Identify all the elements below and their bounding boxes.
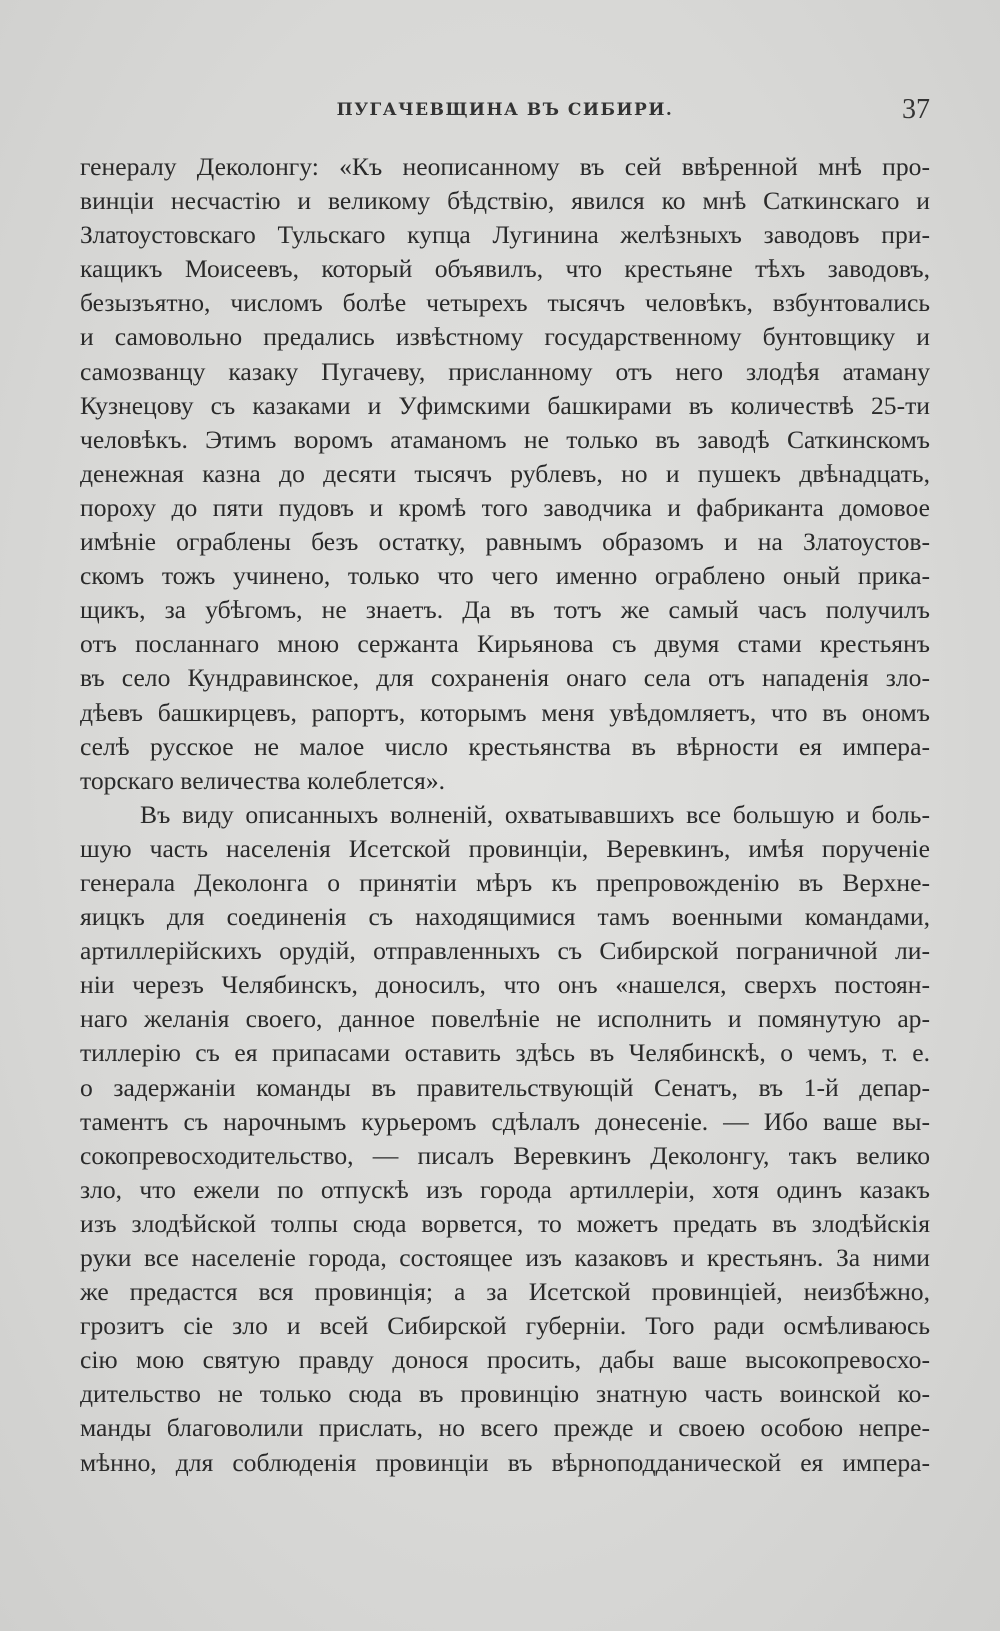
text-line: человѣкъ. Этимъ воромъ атаманомъ не только въ заводѣ Саткинскомъ xyxy=(80,424,930,454)
text-line: денежная казна до десяти тысячъ рублевъ, но и пушекъ двѣнадцать, xyxy=(80,458,930,488)
text-line: сію мою святую правду донося просить, дабы ваше высокопревосхо- xyxy=(80,1345,930,1375)
text-line: пороху до пяти пудовъ и кромѣ того заводчика и фабриканта домовое xyxy=(80,492,930,522)
text-line: тиллерію съ ея припасами оставить здѣсь въ Челябинскѣ, о чемъ, т. е. xyxy=(80,1038,930,1068)
text-line: Кузнецову съ казаками и Уфимскими башкирами въ количествѣ 25-ти xyxy=(80,390,930,420)
text-line: мѣнно, для соблюденія провинціи въ вѣрноподданической ея импера- xyxy=(80,1447,930,1477)
text-line: безызъятно, числомъ болѣе четырехъ тысячъ человѣкъ, взбунтовались xyxy=(80,288,930,318)
text-body xyxy=(80,150,930,1480)
text-line: изъ злодѣйской толпы сюда ворвется, то можетъ предать въ злодѣйскія xyxy=(80,1208,930,1238)
text-line: щикъ, за убѣгомъ, не знаетъ. Да въ тотъ же самый часъ получилъ xyxy=(80,595,930,625)
text-line: генерала Деколонга о принятіи мѣръ къ препровожденію въ Верхне- xyxy=(80,867,930,897)
text-line: таментъ съ нарочнымъ курьеромъ сдѣлалъ донесеніе. — Ибо ваше вы- xyxy=(80,1106,930,1136)
text-line: зло, что ежели по отпускѣ изъ города артиллеріи, хотя одинъ казакъ xyxy=(80,1174,930,1204)
text-line: ніи черезъ Челябинскъ, доносилъ, что онъ «нашелся, сверхъ постоян- xyxy=(80,970,930,1000)
text-line: торскаго величества колеблется». xyxy=(80,765,446,795)
text-line: скомъ тожъ учинено, только что чего именно ограблено оный прика- xyxy=(80,561,930,591)
text-line: и самовольно предались извѣстному государственному бунтовщику и xyxy=(80,322,930,352)
text-line: наго желанія своего, данное повелѣніе не исполнить и помянутую ар- xyxy=(80,1004,930,1034)
text-line: генералу Деколонгу: «Къ неописанному въ сей ввѣренной мнѣ про- xyxy=(80,152,930,181)
running-head xyxy=(80,94,930,130)
text-line: яицкъ для соединенія съ находящимися тамъ военными командами, xyxy=(80,902,930,932)
text-line: же предастся вся провинція; а за Исетской провинціей, неизбѣжно, xyxy=(80,1277,930,1307)
text-line: Златоустовскаго Тульскаго купца Лугинина желѣзныхъ заводовъ при- xyxy=(80,220,930,250)
text-line: имѣніе ограблены безъ остатку, равнымъ образомъ и на Златоустов- xyxy=(80,527,930,557)
text-line: Въ виду описанныхъ волненій, охватывавшихъ все большую и боль- xyxy=(140,799,930,829)
text-line: руки все населеніе города, состоящее изъ казаковъ и крестьянъ. За ними xyxy=(80,1243,930,1272)
text-line: шую часть населенія Исетской провинціи, Веревкинъ, имѣя порученіе xyxy=(80,833,930,863)
text-line: манды благоволили прислать, но всего прежде и своею особою непре- xyxy=(80,1413,930,1443)
paragraph-2 xyxy=(80,798,930,1480)
text-line: артиллерійскихъ орудій, отправленныхъ съ Сибирской пограничной ли- xyxy=(80,936,930,966)
paragraph-1 xyxy=(80,150,930,798)
text-line: селѣ русское не малое число крестьянства въ вѣрности ея импера- xyxy=(80,731,930,761)
page-number: 37 xyxy=(902,94,930,125)
text-line: винціи несчастію и великому бѣдствію, явился ко мнѣ Саткинскаго и xyxy=(80,186,930,216)
text-line: отъ посланнаго мною сержанта Кирьянова съ двумя стами крестьянъ xyxy=(80,629,930,659)
text-line: кащикъ Моисеевъ, который объявилъ, что крестьяне тѣхъ заводовъ, xyxy=(80,254,930,284)
running-title: ПУГАЧЕВЩИНА ВЪ СИБИРИ. xyxy=(336,100,674,120)
text-line: о задержаніи команды въ правительствующій Сенатъ, въ 1-й депар- xyxy=(80,1072,930,1102)
text-line: грозитъ сіе зло и всей Сибирской губерніи. Того ради осмѣливаюсь xyxy=(80,1311,930,1341)
text-line: дительство не только сюда въ провинцію знатную часть воинской ко- xyxy=(80,1379,930,1409)
text-line: сокопревосходительство, — писалъ Веревкинъ Деколонгу, такъ велико xyxy=(80,1140,930,1170)
text-line: самозванцу казаку Пугачеву, присланному отъ него злодѣя атаману xyxy=(80,356,930,386)
text-line: дѣевъ башкирцевъ, рапортъ, которымъ меня увѣдомляетъ, что въ ономъ xyxy=(80,697,930,727)
text-line: въ село Кундравинское, для сохраненія онаго села отъ нападенія зло- xyxy=(80,663,930,693)
